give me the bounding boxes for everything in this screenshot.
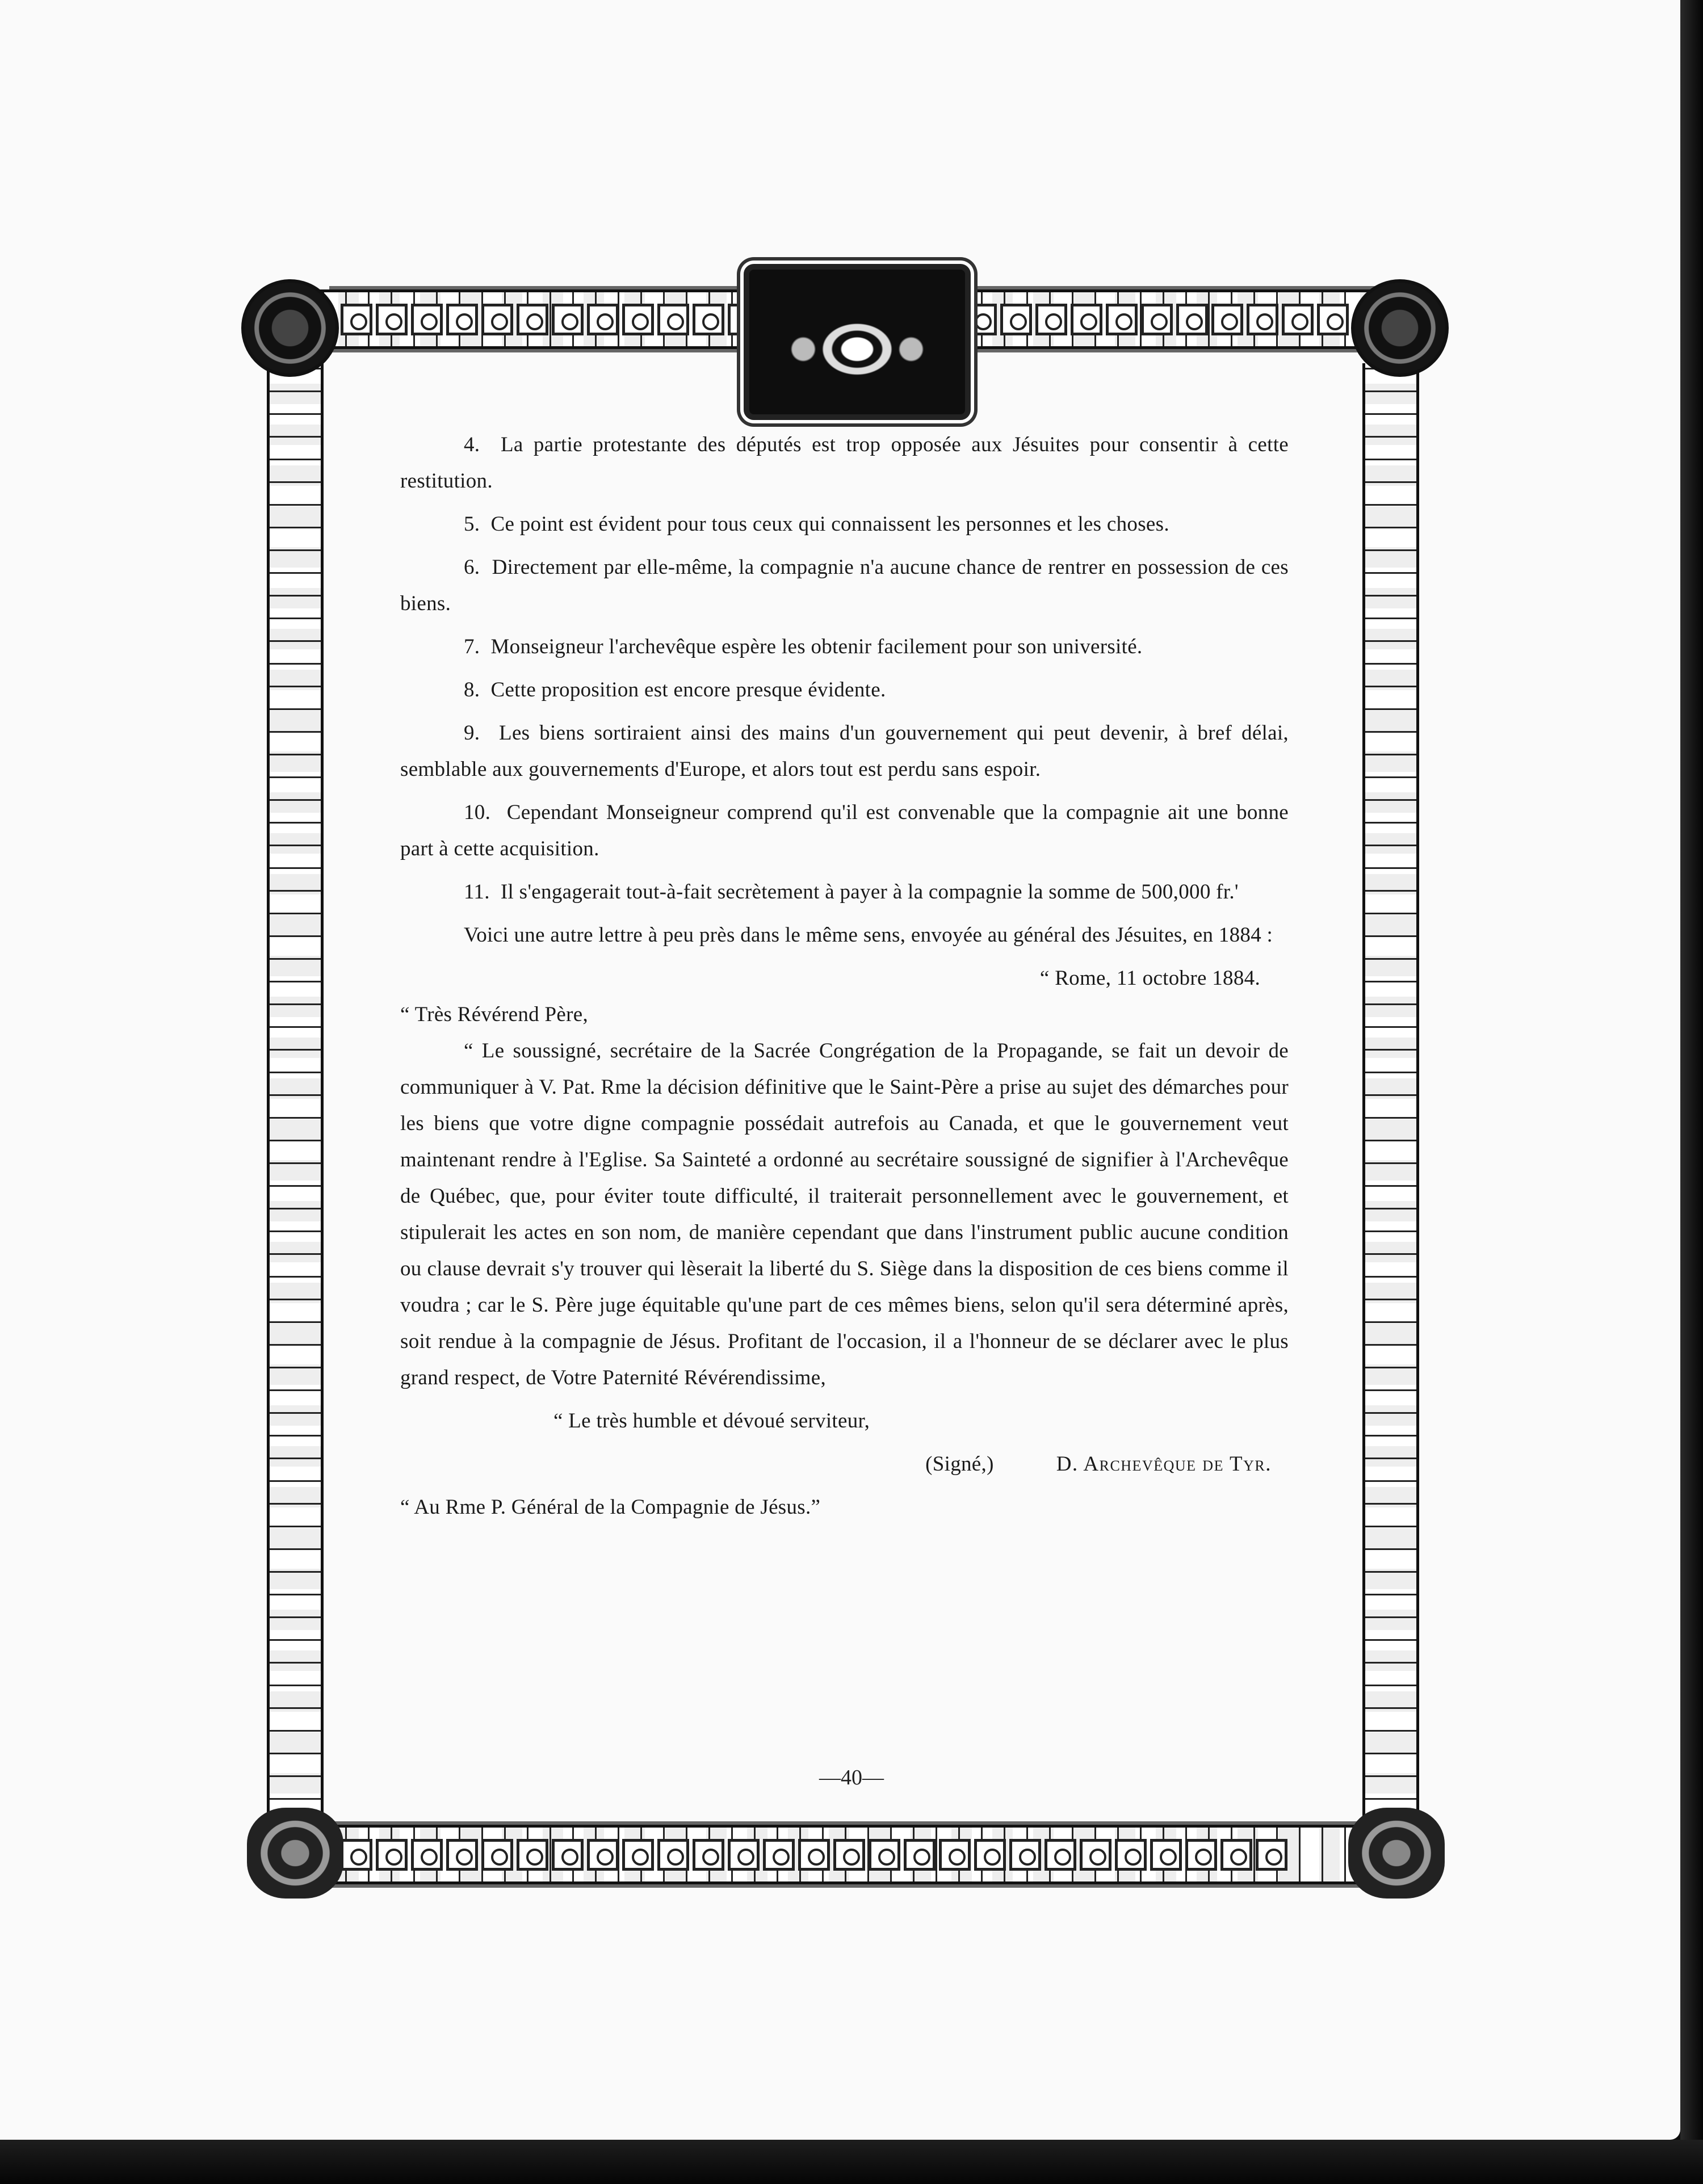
central-religious-vignette	[744, 264, 971, 420]
document-body	[400, 427, 1289, 1526]
list-item: 11. Il s'engagerait tout-à-fait secrètement à payer à la compagnie la somme de 500,000 fr.'	[464, 880, 1239, 904]
greek-key-top-right	[965, 304, 1349, 335]
quoted-letter	[400, 960, 1289, 1526]
signed-label: (Signé,)	[925, 1452, 994, 1476]
scan-bottom-edge	[0, 2140, 1703, 2184]
list-item: 4. La partie protestante des députés est trop opposée aux Jésuites pour consentir à cette restitution.	[400, 433, 1289, 493]
letter-dateline: “ Rome, 11 octobre 1884.	[1039, 967, 1260, 990]
corner-ornament-bottom-right	[1348, 1808, 1445, 1899]
corner-ornament-bottom-left	[247, 1808, 343, 1899]
border-right-band	[1362, 363, 1419, 1816]
letter-salutation: “ Très Révérend Père,	[400, 1003, 589, 1026]
greek-key-bottom	[341, 1839, 1287, 1871]
letter-address: “ Au Rme P. Général de la Compagnie de Jésus.”	[400, 1496, 821, 1519]
list-item: 6. Directement par elle-même, la compagnie n'a aucune chance de rentrer en possession de ces biens.	[400, 556, 1289, 615]
greek-key-top-left	[341, 304, 760, 335]
letter-signature-line	[400, 1446, 1289, 1482]
border-left-band	[267, 363, 324, 1816]
list-item: 9. Les biens sortiraient ainsi des mains d'un gouvernement qui peut devenir, à bref délai, semblable aux gouvernements d'Europe, et alors tout est perdu sans espoir.	[400, 721, 1289, 781]
scan-right-edge	[1680, 0, 1703, 2184]
list-item: 10. Cependant Monseigneur comprend qu'il est convenable que la compagnie ait une bonne part à cette acquisition.	[400, 801, 1289, 860]
list-item: 7. Monseigneur l'archevêque espère les obtenir facilement pour son université.	[464, 635, 1143, 658]
list-item: 5. Ce point est évident pour tous ceux qui connaissent les personnes et les choses.	[464, 513, 1169, 536]
corner-medallion-top-right	[1351, 279, 1449, 377]
page-number: —40—	[819, 1766, 884, 1790]
corner-medallion-top-left	[241, 279, 339, 377]
list-item: 8. Cette proposition est encore presque évidente.	[464, 678, 886, 702]
signature: D. Archevêque de Tyr.	[1056, 1452, 1272, 1476]
letter-body: “ Le soussigné, secrétaire de la Sacrée Congrégation de la Propagande, se fait un devoir de communiquer à V. Pat. Rme la décision définitive que le Saint-Père a prise au sujet des démarches pour les biens que votre digne compagnie possédait autrefois au Canada, et que le gouvernement veut maintenant rendre à l'Eglise. Sa Sainteté a ordonné au secrétaire soussigné de signifier à l'Archevêque de Québec, que, pour éviter toute difficulté, il traiterait personnellement avec le gouvernement, et stipulerait les actes en son nom, de manière cependant que dans l'instrument public aucune condition ou clause devrait s'y trouver qui lèserait la liberté du S. Siège dans la disposition de ces biens comme il voudra ; car le S. Père juge équitable qu'une part de ces mêmes biens, selon qu'il sera déterminé après, soit rendue à la compagnie de Jésus. Profitant de l'occasion, il a l'honneur de se déclarer avec le plus grand respect, de Votre Paternité Révérendissime,	[400, 1039, 1289, 1389]
letter-closing: “ Le très humble et dévoué serviteur,	[553, 1409, 870, 1433]
intro-paragraph: Voici une autre lettre à peu près dans le même sens, envoyée au général des Jésuites, en 1884 :	[464, 923, 1273, 947]
